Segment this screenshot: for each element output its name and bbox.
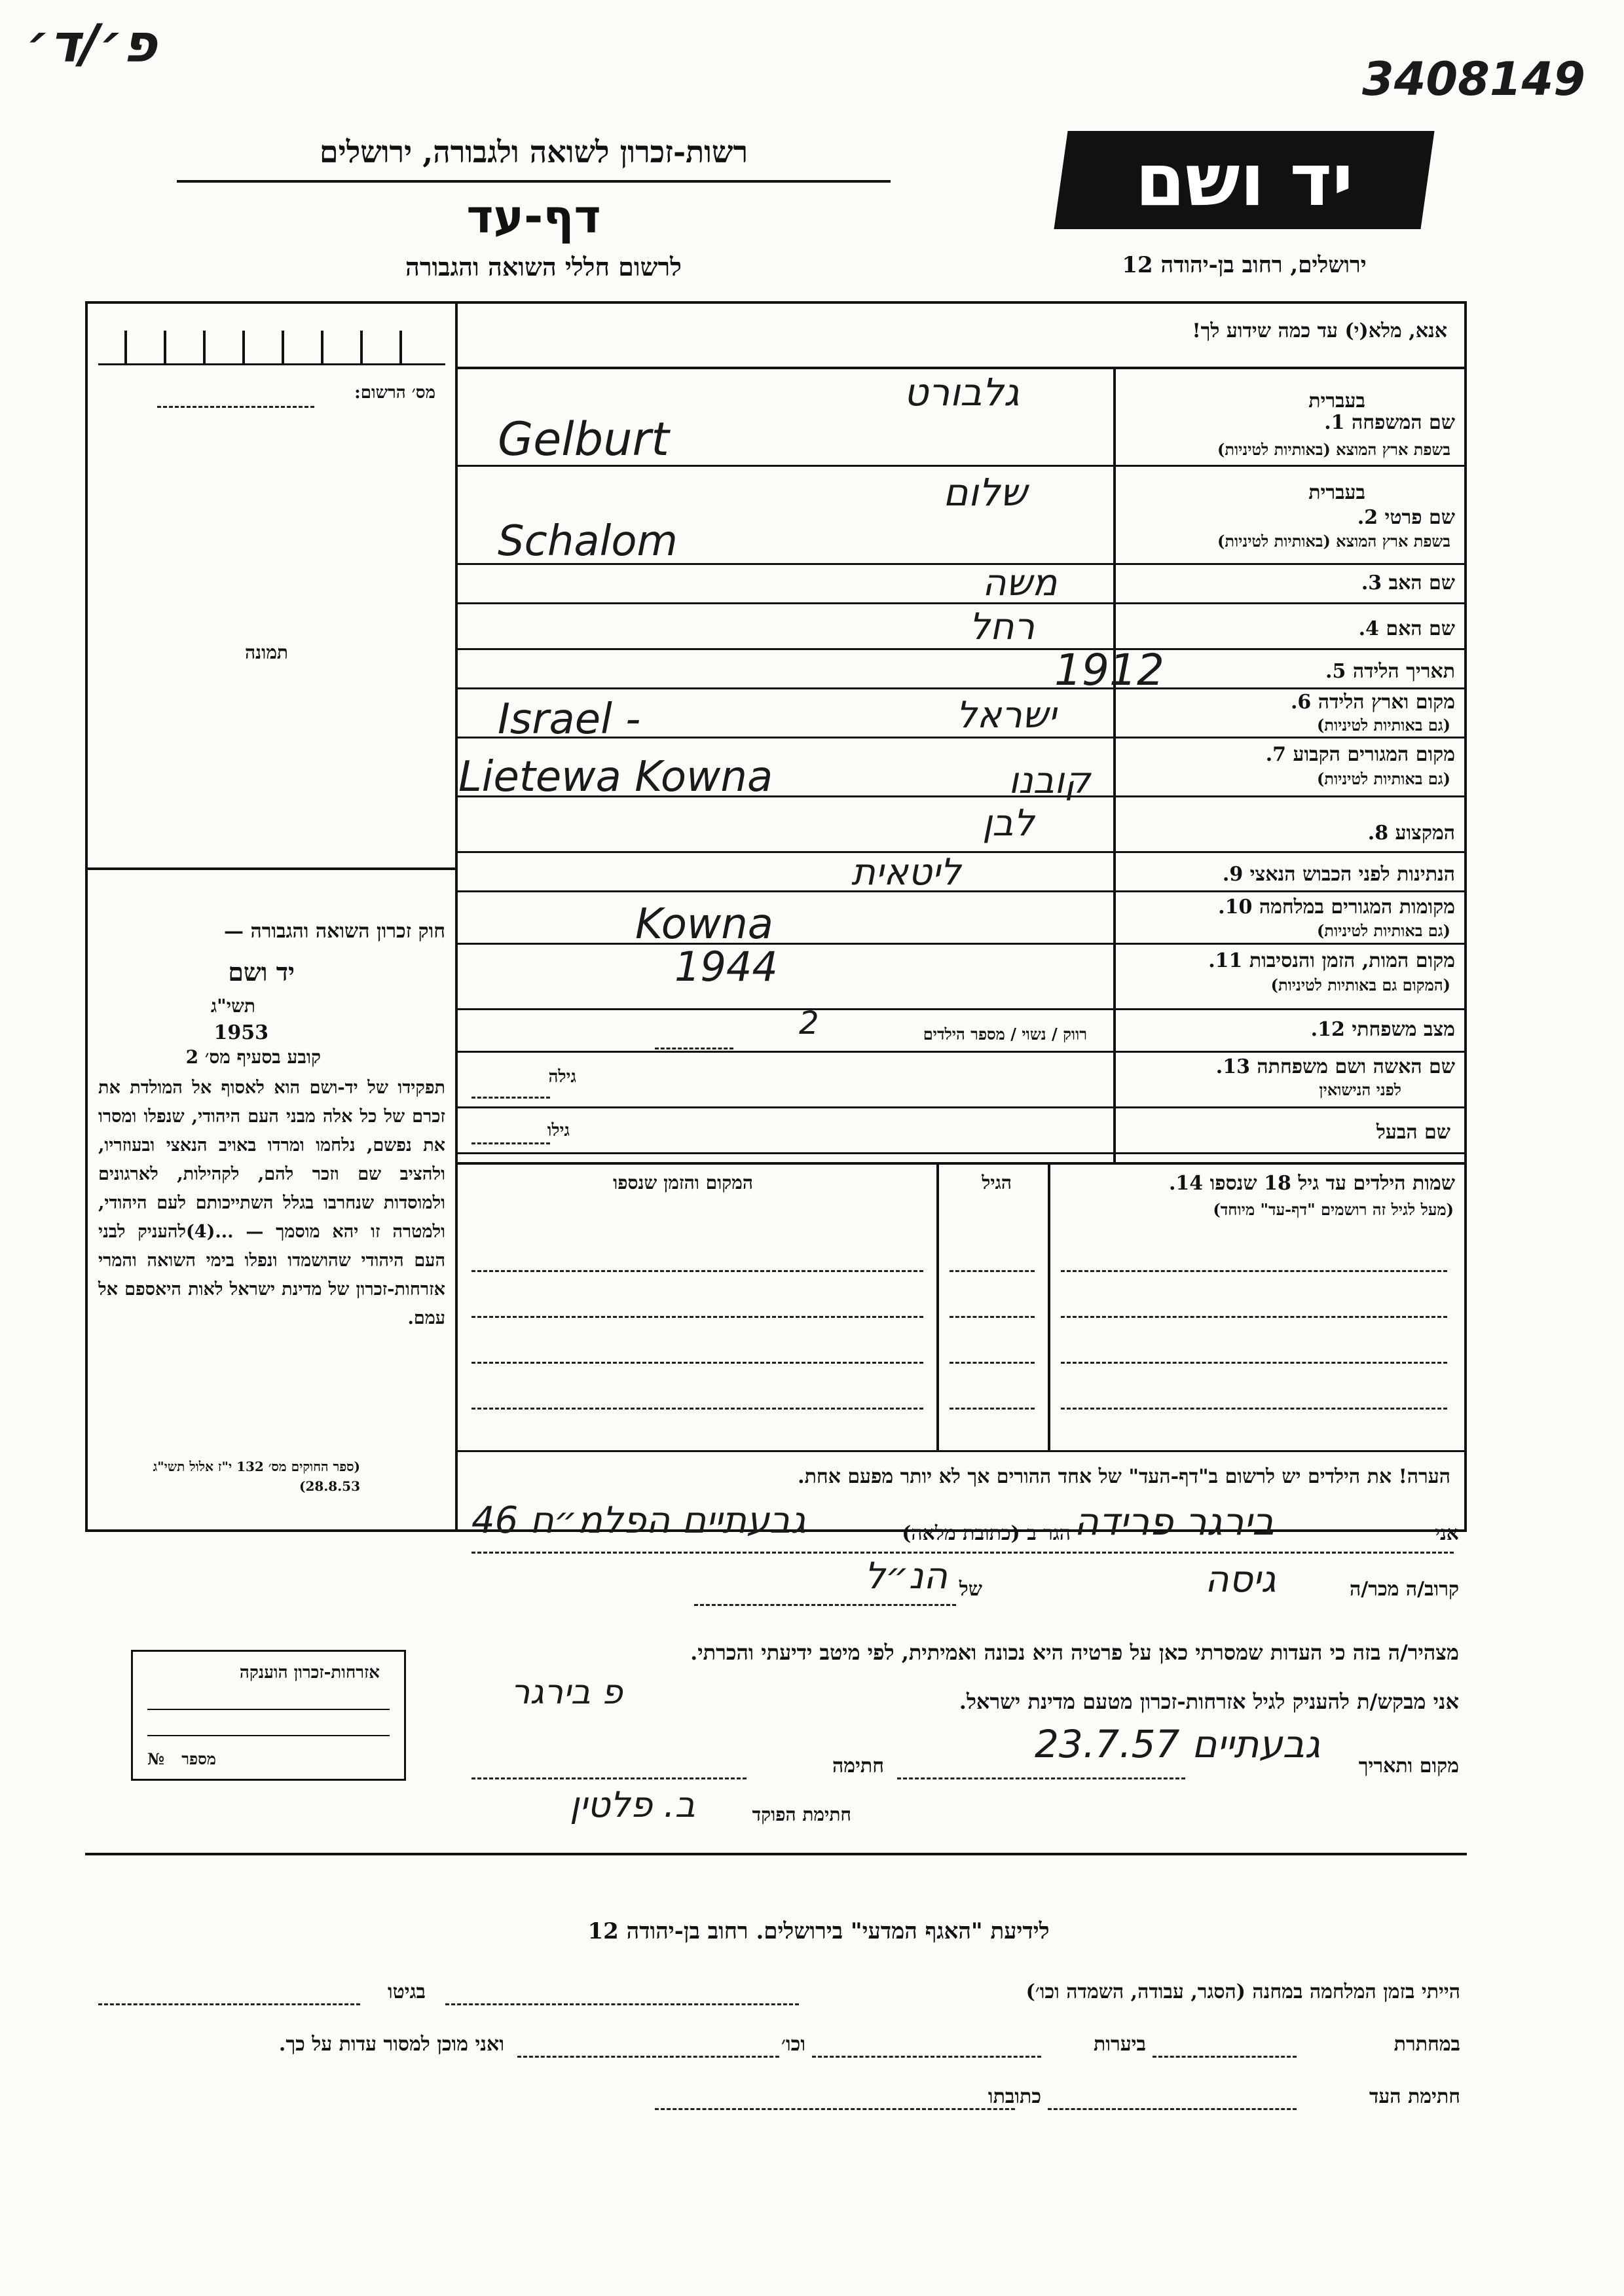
note-top-line bbox=[458, 1450, 1467, 1452]
citizenship-number-label: מספר bbox=[181, 1749, 216, 1768]
instruction: אנא, מלא(י) עד כמה שידוע לך! bbox=[1192, 319, 1447, 342]
row-line-10 bbox=[458, 943, 1467, 945]
decl-prefix: אני bbox=[1435, 1522, 1459, 1545]
children-num: 14. bbox=[1168, 1172, 1204, 1195]
law-source: (ספר החוקים מס׳ 132 י"ז אלול תשי"ג 28.8.53) bbox=[153, 1459, 360, 1494]
left-column-divider bbox=[455, 301, 458, 1532]
label-column-divider bbox=[1113, 367, 1116, 1162]
f12-num: 12. bbox=[1310, 1018, 1345, 1041]
f9-value: ליטאית bbox=[851, 851, 961, 894]
footer-line2-b: ביערות bbox=[1093, 2033, 1146, 2056]
f2-label: שם פרטי bbox=[1384, 506, 1455, 529]
row-line-12 bbox=[458, 1051, 1467, 1053]
decl-signature-hand: פ בירגר bbox=[511, 1673, 623, 1712]
f2-value-lat: Schalom bbox=[498, 517, 678, 566]
row-line-5 bbox=[458, 687, 1467, 689]
f6-value-he: ישראל bbox=[956, 694, 1057, 737]
child-line-4c bbox=[1061, 1408, 1447, 1410]
f3-label: שם האב bbox=[1388, 572, 1455, 594]
corner-note-left: פ׳/ד׳ bbox=[26, 13, 157, 74]
of-value: הנ״ל bbox=[864, 1555, 948, 1597]
husband-label: שם הבעל bbox=[1376, 1121, 1450, 1144]
footer-line3-field-2 bbox=[655, 2108, 1015, 2110]
child-line-3c bbox=[1061, 1362, 1447, 1364]
row-line-8 bbox=[458, 851, 1467, 853]
footer-line1-field-2 bbox=[98, 2003, 360, 2005]
f6-sub: (גם באותיות לטיניות) bbox=[1316, 716, 1450, 735]
child-line-4a bbox=[471, 1408, 923, 1410]
header-address: ירושלים, רחוב בן-יהודה 12 bbox=[1122, 252, 1367, 278]
record-number-label: מס׳ הרשום: bbox=[354, 383, 435, 403]
declarant-address: גבעתיים הפלמ״ח 46 bbox=[471, 1499, 806, 1542]
footer-divider bbox=[85, 1853, 1467, 1855]
photo-law-divider bbox=[85, 867, 456, 870]
f9-num: 9. bbox=[1222, 863, 1244, 886]
header-divider bbox=[177, 180, 891, 183]
children-top-line bbox=[458, 1162, 1467, 1165]
child-line-1b bbox=[950, 1270, 1035, 1272]
f2-sub: בשפת ארץ המוצא (באותיות לטיניות) bbox=[1217, 532, 1450, 551]
f5-num: 5. bbox=[1325, 660, 1346, 683]
footer-line1-a: הייתי בזמן המלחמה במחנה (הסגר, עבודה, השמדה וכו׳) bbox=[1025, 1980, 1460, 2003]
declarant-name: בירגר פרידה bbox=[1074, 1499, 1274, 1544]
f13-age-label: גילה bbox=[548, 1067, 576, 1087]
f7-num: 7. bbox=[1265, 743, 1287, 766]
footer-line3-a: חתימת העד bbox=[1369, 2085, 1460, 2108]
f3-value: משה bbox=[982, 562, 1058, 604]
signature-line bbox=[471, 1777, 747, 1779]
f10-num: 10. bbox=[1218, 896, 1253, 919]
f1-value-lat: Gelburt bbox=[498, 412, 669, 466]
footer-line1-b: בגיטו bbox=[387, 1980, 426, 2003]
citizenship-line-2 bbox=[147, 1735, 390, 1736]
child-line-1a bbox=[471, 1270, 923, 1272]
children-col-place: המקום והזמן שנספו bbox=[613, 1172, 753, 1194]
photo-label: תמונה bbox=[244, 642, 288, 663]
of-label: של bbox=[959, 1578, 982, 1601]
children-col-divider-1 bbox=[936, 1162, 939, 1450]
f2-num: 2. bbox=[1357, 506, 1378, 529]
signature-label: חתימה bbox=[832, 1755, 884, 1777]
child-line-2b bbox=[950, 1316, 1035, 1318]
row-line-14 bbox=[458, 1152, 1467, 1154]
number-sign: № bbox=[147, 1749, 165, 1768]
law-title: חוק זכרון השואה והגבורה — bbox=[224, 920, 445, 943]
f11-num: 11. bbox=[1208, 949, 1243, 972]
f4-label: שם האם bbox=[1386, 617, 1455, 640]
citizenship-line-1 bbox=[147, 1709, 390, 1710]
f12-options: רווק / נשוי / מספר הילדים bbox=[923, 1025, 1087, 1044]
f4-num: 4. bbox=[1358, 617, 1379, 640]
f11-value: 1944 bbox=[674, 943, 778, 991]
f1-tag: בעברית bbox=[1308, 390, 1365, 412]
f7-label: מקום המגורים הקבוע bbox=[1293, 743, 1455, 766]
f11-label: מקום המות, הזמן והנסיבות bbox=[1249, 949, 1455, 972]
yad-vashem-logo bbox=[1054, 131, 1434, 229]
f10-label: מקומות המגורים במלחמה bbox=[1259, 896, 1455, 919]
law-name: יד ושם bbox=[228, 957, 295, 987]
f12-line bbox=[655, 1048, 733, 1049]
child-line-1c bbox=[1061, 1270, 1447, 1272]
f13-age-line bbox=[471, 1097, 550, 1099]
decl-line-1 bbox=[471, 1552, 1454, 1554]
decl-statement: מצהיר/ה בזה כי העדות שמסרתי כאן על פרטיה היא נכונה ואמיתית, לפי מיטב ידיעתי והכרתי. bbox=[690, 1640, 1459, 1665]
law-section: קובע בסעיף מס׳ 2 bbox=[185, 1046, 321, 1068]
f7-value-he: קובנו bbox=[1008, 759, 1091, 802]
citizenship-title: אזרחות-זכרון הוענקה bbox=[239, 1663, 380, 1683]
f1-label: שם המשפחה bbox=[1351, 411, 1455, 434]
place-date-label: מקום ותאריך bbox=[1358, 1755, 1459, 1777]
footer-line2-field-3 bbox=[517, 2056, 779, 2058]
f6-value-lat: Israel - bbox=[498, 695, 641, 744]
row-line-3 bbox=[458, 602, 1467, 604]
children-col-age: הגיל bbox=[982, 1172, 1012, 1194]
place-date-value: גבעתיים 23.7.57 bbox=[1035, 1722, 1321, 1766]
f2-tag: בעברית bbox=[1308, 481, 1365, 504]
f3-num: 3. bbox=[1361, 572, 1382, 594]
law-year: 1953 bbox=[213, 1021, 268, 1044]
children-label: שמות הילדים עד גיל 18 שנספו bbox=[1209, 1172, 1455, 1195]
relation-value: גיסה bbox=[1205, 1558, 1276, 1601]
f12-label: מצב משפחתי bbox=[1352, 1018, 1455, 1041]
f12-value: 2 bbox=[799, 1005, 819, 1042]
f4-value: רחל bbox=[969, 606, 1035, 648]
instruction-divider bbox=[458, 367, 1467, 369]
law-text: תפקידו של יד-ושם הוא לאסוף אל המולדת את זכרם של כל אלה מבני העם היהודי, שנפלו ומסרו את נפשם, נלחמו ומרדו באויב הנאצי ובעוזריו, ולהציב שם וזכר להם, לקהילות, לארגונים ולמוסדות שנחרבו בגלל השתייכותם לעם היהודי, ולמטרה זו יהא מוסמך — ...(4)להעניק לבני העם היהודי שהושמדו ונפלו בימי השואה והמרי אזרחות-זכרון של מדינת ישראל לאות היאספם אל עמם. bbox=[98, 1078, 445, 1328]
note-text: הערה! את הילדים יש לרשום ב"דף-העד" של אחד ההורים אך לא יותר מפעם אחת. bbox=[798, 1465, 1450, 1488]
footer-line3-field-1 bbox=[1048, 2108, 1297, 2110]
record-ticks bbox=[98, 331, 445, 365]
relation-label: קרוב/ה מכר/ה bbox=[1350, 1578, 1459, 1601]
child-line-4b bbox=[950, 1408, 1035, 1410]
child-line-2a bbox=[471, 1316, 923, 1318]
children-col-divider-2 bbox=[1048, 1162, 1050, 1450]
f7-value-lat: Lietewa Kowna bbox=[458, 753, 773, 801]
decl-request: אני מבקש/ת להעניק לגיל אזרחות-זכרון מטעם מדינת ישראל. bbox=[959, 1689, 1459, 1714]
f2-value-he: שלום bbox=[943, 470, 1027, 515]
f6-num: 6. bbox=[1290, 691, 1312, 714]
record-number-line bbox=[157, 406, 314, 408]
children-sub: (מעל לגיל זה רושמים "דף-עד" מיוחד) bbox=[1213, 1200, 1454, 1219]
child-line-2c bbox=[1061, 1316, 1447, 1318]
footer-line2-a: במחתרת bbox=[1393, 2033, 1460, 2056]
footer-line2-field-2 bbox=[812, 2056, 1041, 2058]
form-title: דף-עד bbox=[466, 190, 601, 244]
f13-label: שם האשה ושם משפחתה bbox=[1257, 1055, 1455, 1078]
f8-label: המקצוע bbox=[1395, 822, 1455, 845]
f1-sub: בשפת ארץ המוצא (באותיות לטיניות) bbox=[1217, 440, 1450, 459]
footer-line2-c: וכו׳ bbox=[781, 2033, 805, 2056]
residing-label: הגר ב (כתובת מלאה) bbox=[902, 1522, 1071, 1545]
f10-sub: (גם באותיות לטיניות) bbox=[1316, 921, 1450, 940]
footer-line2-field-1 bbox=[1153, 2056, 1297, 2058]
f7-sub: (גם באותיות לטיניות) bbox=[1316, 769, 1450, 788]
f1-value-he: גלבורט bbox=[904, 370, 1020, 414]
husband-age-line bbox=[471, 1142, 550, 1144]
footer-line3-b: כתובתו bbox=[987, 2085, 1041, 2108]
row-line-4 bbox=[458, 648, 1467, 650]
f13-num: 13. bbox=[1215, 1055, 1250, 1078]
row-line-9 bbox=[458, 890, 1467, 892]
husband-age-label: גילו bbox=[547, 1121, 570, 1140]
official-label: חתימת הפוקד bbox=[752, 1804, 851, 1825]
footer-line1-field bbox=[445, 2003, 799, 2005]
f1-num: 1. bbox=[1324, 411, 1345, 434]
f5-value: 1912 bbox=[1054, 645, 1164, 695]
decl-line-2 bbox=[694, 1604, 956, 1606]
footer-title: לידיעת "האגף המדעי" בירושלים. רחוב בן-יהודה 12 bbox=[587, 1918, 1050, 1944]
f6-label: מקום וארץ הלידה bbox=[1318, 691, 1455, 714]
corner-note-right: 3408149 bbox=[1362, 52, 1585, 106]
f9-label: הנתינות לפני הכבוש הנאצי bbox=[1249, 863, 1455, 886]
f11-sub: (המקום גם באותיות לטיניות) bbox=[1270, 975, 1450, 994]
f8-num: 8. bbox=[1367, 822, 1389, 845]
form-subtitle: לרשום חללי השואה והגבורה bbox=[405, 252, 682, 282]
f8-value: לבן bbox=[982, 802, 1035, 845]
official-signature: ב. פלטין bbox=[570, 1784, 695, 1825]
f5-label: תאריך הלידה bbox=[1352, 660, 1455, 683]
institution-name: רשות-זכרון לשואה ולגבורה, ירושלים bbox=[319, 134, 748, 170]
f10-value: Kowna bbox=[635, 900, 773, 949]
logo-text: יד ושם bbox=[1135, 138, 1354, 222]
row-line-13 bbox=[458, 1106, 1467, 1108]
law-year-he: תשי"ג bbox=[210, 995, 255, 1017]
place-date-line bbox=[897, 1777, 1185, 1779]
child-line-3b bbox=[950, 1362, 1035, 1364]
footer-line2-d: ואני מוכן למסור עדות על כך. bbox=[278, 2033, 504, 2056]
f13-sub: לפני הנישואין bbox=[1319, 1080, 1401, 1099]
row-line-11 bbox=[458, 1008, 1467, 1010]
child-line-3a bbox=[471, 1362, 923, 1364]
